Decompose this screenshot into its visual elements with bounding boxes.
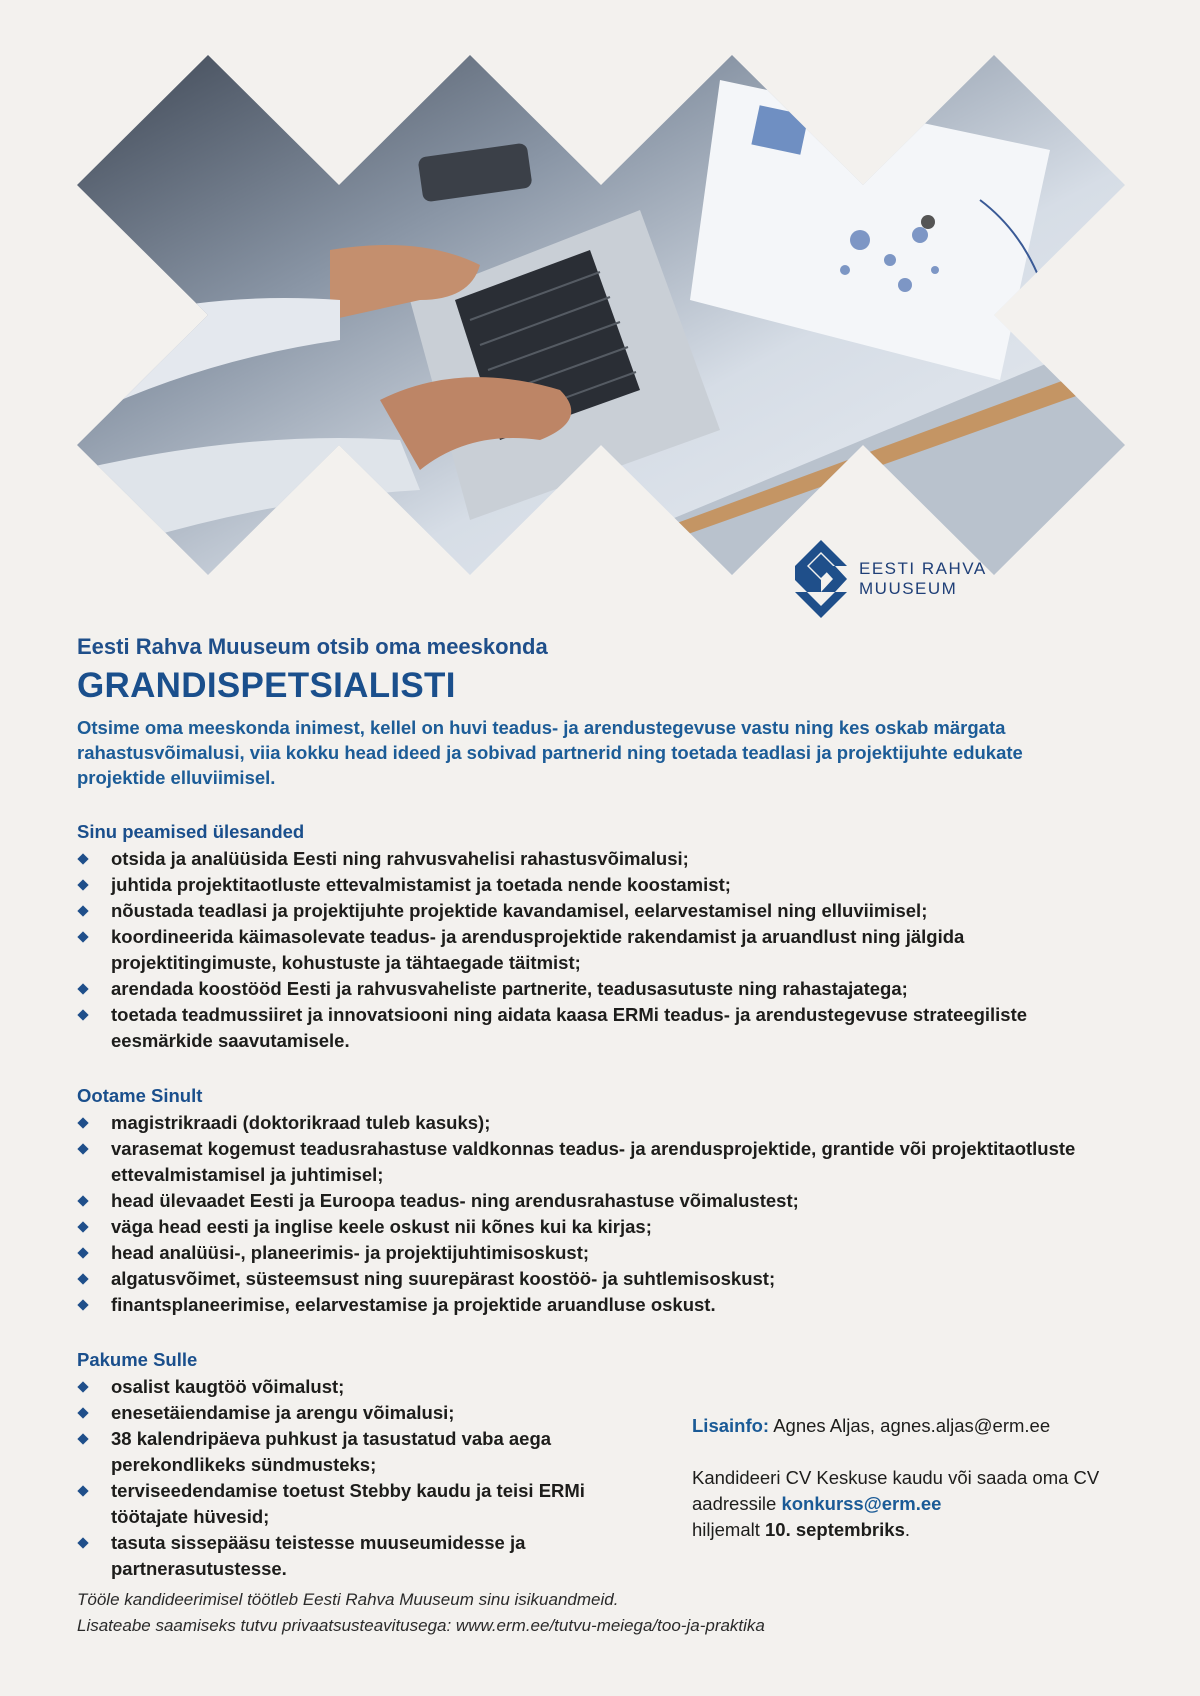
diamond-bullet-icon — [77, 1537, 88, 1548]
requirements-list — [77, 1110, 1127, 1318]
apply-text: Kandideeri CV Keskuse kaudu või saada oma CV aadressile — [692, 1467, 1100, 1514]
privacy-line-1: Tööle kandideerimisel töötleb Eesti Rahva Muuseum sinu isikuandmeid. — [77, 1590, 619, 1609]
privacy-line-2: Lisateabe saamiseks tutvu privaatsusteavitusega: www.erm.ee/tutvu-meiega/too-ja-praktika — [77, 1616, 765, 1635]
list-item: tasuta sissepääsu teistesse muuseumidesse ja partnerasutustesse. — [77, 1530, 597, 1582]
logo-line-2: MUUSEUM — [859, 579, 958, 598]
list-item: väga head eesti ja inglise keele oskust nii kõnes kui ka kirjas; — [77, 1214, 1127, 1240]
apply-email-link[interactable]: konkurss@erm.ee — [781, 1493, 942, 1514]
museum-logo — [795, 540, 987, 618]
diamond-bullet-icon — [77, 1009, 88, 1020]
diamond-bullet-icon — [77, 1117, 88, 1128]
diamond-bullet-icon — [77, 1247, 88, 1258]
diamond-bullet-icon — [77, 1407, 88, 1418]
benefits-list — [77, 1374, 597, 1582]
list-item: nõustada teadlasi ja projektijuhte projektide kavandamisel, eelarvestamisel ning elluviimisel; — [77, 898, 1127, 924]
list-item: arendada koostööd Eesti ja rahvusvaheliste partnerite, teadusasutuste ning rahastajatega; — [77, 976, 1127, 1002]
diamond-bullet-icon — [77, 879, 88, 890]
list-item: magistrikraadi (doktorikraad tuleb kasuks); — [77, 1110, 1127, 1136]
tasks-list — [77, 846, 1127, 1054]
contact-label: Lisainfo: — [692, 1415, 770, 1436]
diamond-bullet-icon — [77, 853, 88, 864]
list-item: terviseedendamise toetust Stebby kaudu ja teisi ERMi töötajate hüvesid; — [77, 1478, 597, 1530]
list-item: toetada teadmussiiret ja innovatsiooni ning aidata kaasa ERMi teadus- ja arendustegevuse strateegiliste eesmärkide saavutamisele. — [77, 1002, 1127, 1054]
hero-photo-collage — [0, 0, 1200, 640]
list-item: otsida ja analüüsida Eesti ning rahvusvahelisi rahastusvõimalusi; — [77, 846, 1127, 872]
list-item: varasemat kogemust teadusrahastuse valdkonnas teadus- ja arendusprojektide, grantide või projektitaotluste ettevalmistamisel ja juhtimisel; — [77, 1136, 1127, 1188]
list-item: koordineerida käimasolevate teadus- ja arendusprojektide rakendamist ja aruandlust ning jälgida projektitingimuste, kohustuste ja tähtaegade täitmist; — [77, 924, 1127, 976]
privacy-footer — [77, 1587, 765, 1639]
section-heading-benefits: Pakume Sulle — [77, 1349, 198, 1370]
deadline-suffix: . — [904, 1519, 910, 1540]
section-heading-requirements: Ootame Sinult — [77, 1085, 203, 1106]
list-item: juhtida projektitaotluste ettevalmistamist ja toetada nende koostamist; — [77, 872, 1127, 898]
logo-wordmark — [859, 559, 987, 599]
diamond-bullet-icon — [77, 905, 88, 916]
list-item: osalist kaugtöö võimalust; — [77, 1374, 597, 1400]
intro-paragraph: Otsime oma meeskonda inimest, kellel on huvi teadus- ja arendustegevuse vastu ning kes oskab märgata rahastusvõimalusi, viia kokku head ideed ja sobivad partnerid ning toetada teadlasi ja projektijuhte edukate projektide elluviimisel. — [77, 717, 1023, 788]
section-benefits — [77, 1348, 597, 1582]
section-heading-tasks: Sinu peamised ülesanded — [77, 821, 305, 842]
section-requirements — [77, 1084, 1127, 1318]
deadline-prefix: hiljemalt — [692, 1519, 760, 1540]
ad-subtitle: Eesti Rahva Muuseum otsib oma meeskonda — [77, 634, 548, 659]
diamond-bullet-icon — [77, 931, 88, 942]
diamond-bullet-icon — [77, 983, 88, 994]
contact-info — [692, 1413, 1112, 1543]
apply-instructions — [692, 1465, 1112, 1543]
section-tasks — [77, 820, 1127, 1054]
diamond-bullet-icon — [77, 1221, 88, 1232]
diamond-bullet-icon — [77, 1195, 88, 1206]
diamond-bullet-icon — [77, 1299, 88, 1310]
list-item: 38 kalendripäeva puhkust ja tasustatud vaba aega perekondlikeks sündmusteks; — [77, 1426, 597, 1478]
list-item: algatusvõimet, süsteemsust ning suurepärast koostöö- ja suhtlemisoskust; — [77, 1266, 1127, 1292]
diamond-bullet-icon — [77, 1485, 88, 1496]
diamond-bullet-icon — [77, 1433, 88, 1444]
diamond-bullet-icon — [77, 1381, 88, 1392]
list-item: head analüüsi-, planeerimis- ja projektijuhtimisoskust; — [77, 1240, 1127, 1266]
job-title: GRANDISPETSIALISTI — [77, 666, 456, 705]
contact-line — [692, 1413, 1112, 1439]
list-item: enesetäiendamise ja arengu võimalusi; — [77, 1400, 597, 1426]
contact-person: Agnes Aljas, agnes.aljas@erm.ee — [773, 1415, 1051, 1436]
logo-line-1: EESTI RAHVA — [859, 559, 987, 578]
museum-logo-mark-icon — [795, 540, 847, 618]
deadline-date: 10. septembriks — [765, 1519, 905, 1540]
diamond-bullet-icon — [77, 1273, 88, 1284]
list-item: head ülevaadet Eesti ja Euroopa teadus- ning arendusrahastuse võimalustest; — [77, 1188, 1127, 1214]
list-item: finantsplaneerimise, eelarvestamise ja projektide aruandluse oskust. — [77, 1292, 1127, 1318]
diamond-bullet-icon — [77, 1143, 88, 1154]
